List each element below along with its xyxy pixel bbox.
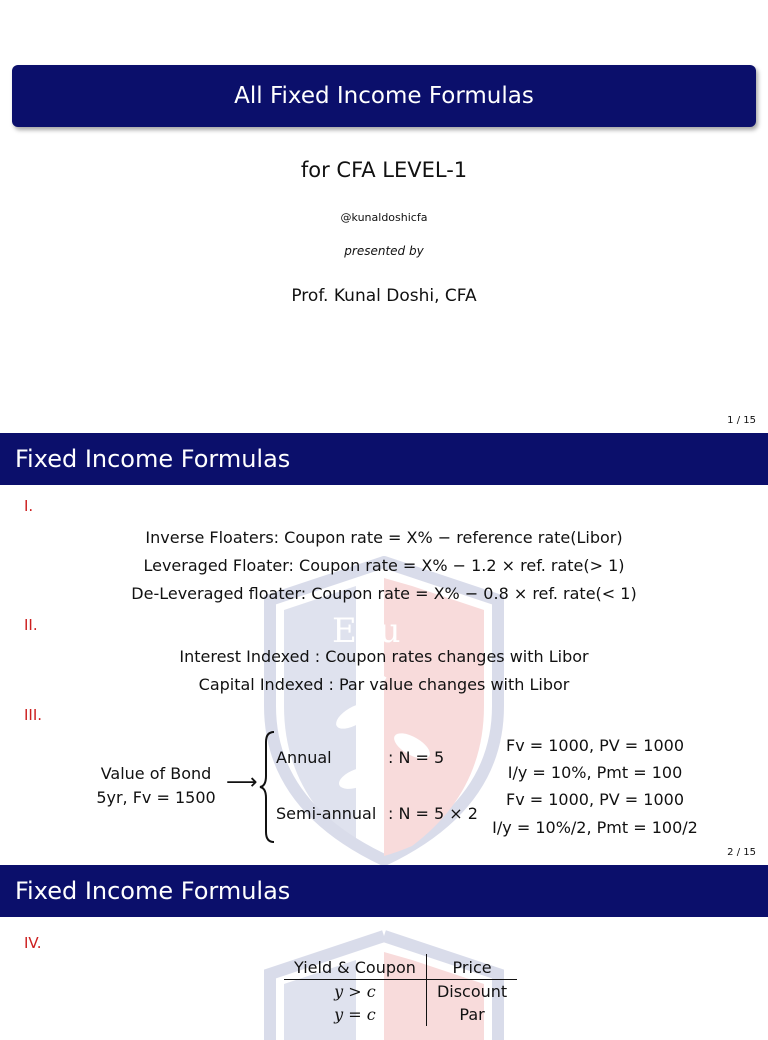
- annual-iy-pmt: I/y = 10%, Pmt = 100: [507, 763, 683, 782]
- formula-line: Inverse Floaters: Coupon rate = X% − reference rate(Libor): [145, 528, 623, 547]
- arrow-icon: ⟶: [226, 770, 258, 795]
- table-cell: y = c: [284, 1003, 426, 1026]
- annual-periods: : N = 5: [388, 748, 445, 767]
- yield-coupon-table: [284, 954, 517, 1026]
- section-number: I.: [24, 497, 34, 515]
- frame-title: Fixed Income Formulas: [15, 877, 291, 905]
- annual-label: Annual: [276, 748, 332, 767]
- definition-line: Interest Indexed : Coupon rates changes with Libor: [179, 647, 589, 666]
- author-name: Prof. Kunal Doshi, CFA: [291, 286, 477, 306]
- column-header: Yield & Coupon: [284, 954, 426, 980]
- page-number: 2 / 15: [727, 847, 756, 858]
- bond-value-label: Value of Bond: [100, 764, 212, 783]
- presentation-title: All Fixed Income Formulas: [234, 83, 534, 109]
- formula-line: De-Leveraged floater: Coupon rate = X% − 0.8 × ref. rate(< 1): [131, 584, 637, 603]
- frame-header: [0, 433, 768, 485]
- section-number: III.: [24, 706, 43, 724]
- frame-header: [0, 865, 768, 917]
- table-row: [284, 1003, 517, 1026]
- page-number: 1 / 15: [727, 415, 756, 426]
- presented-by-label: presented by: [344, 244, 424, 258]
- watermark-text: Edu: [332, 611, 401, 651]
- title-banner: [12, 65, 756, 127]
- table-header-row: [284, 954, 517, 980]
- frame-title: Fixed Income Formulas: [15, 445, 291, 473]
- semi-annual-label: Semi-annual: [276, 804, 377, 823]
- section-number: II.: [24, 616, 38, 634]
- semi-fv-pv: Fv = 1000, PV = 1000: [505, 790, 685, 809]
- definition-line: Capital Indexed : Par value changes with Libor: [198, 675, 570, 694]
- semi-iy-pmt: I/y = 10%/2, Pmt = 100/2: [492, 818, 698, 837]
- table-row: [284, 980, 517, 1004]
- subtitle: for CFA LEVEL-1: [300, 158, 468, 182]
- table-cell: Discount: [436, 982, 508, 1001]
- table-cell: Par: [459, 1005, 485, 1024]
- column-header: Price: [426, 954, 517, 980]
- bond-terms: 5yr, Fv = 1500: [96, 788, 216, 807]
- semi-annual-periods: : N = 5 × 2: [388, 804, 478, 823]
- section-number: IV.: [24, 934, 42, 952]
- formula-line: Leveraged Floater: Coupon rate = X% − 1.2 × ref. rate(> 1): [143, 556, 625, 575]
- left-brace-icon: [258, 730, 278, 844]
- author-handle: @kunaldoshicfa: [340, 211, 428, 224]
- annual-fv-pv: Fv = 1000, PV = 1000: [505, 736, 685, 755]
- table-cell: y > c: [284, 980, 426, 1004]
